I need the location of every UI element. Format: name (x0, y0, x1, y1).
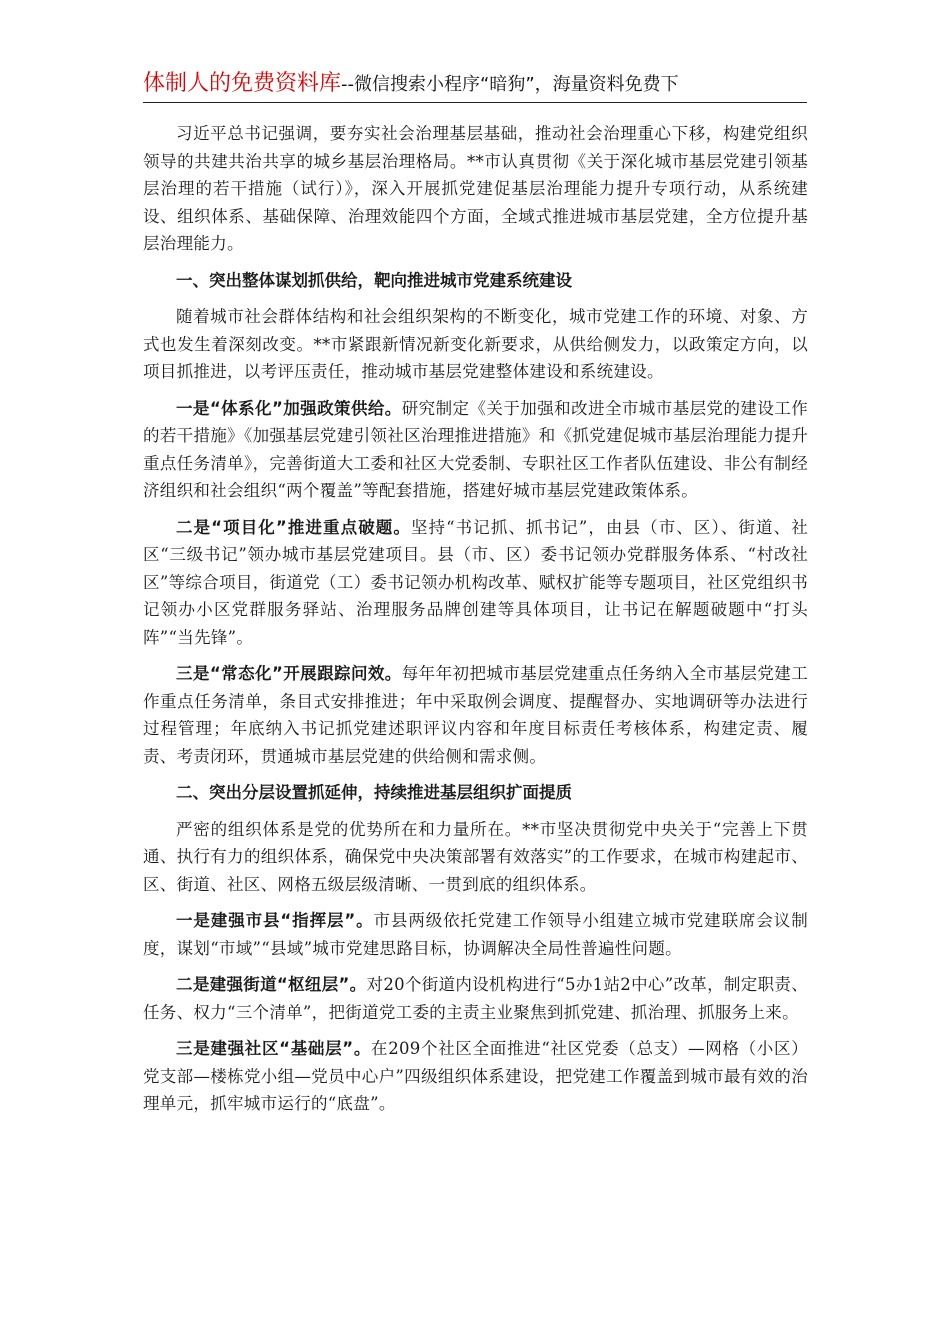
section-1-heading: 一、突出整体谋划抓供给，靶向推进城市党建系统建设 (176, 270, 572, 290)
item-lead: 一是建强市县“指挥层”。 (176, 911, 374, 930)
page-header (143, 66, 807, 103)
document-body (143, 120, 808, 1127)
item-text: 对20个街道内设机构进行“5办1站2中心”改革，制定职责、任务、权力“三个清单”，把街道党工委的主责主业聚焦到抓党建、抓治理、抓服务上来。 (143, 975, 808, 1022)
item-lead: 三是“常态化”开展跟踪问效。 (176, 664, 402, 683)
item-text: 每年年初把城市基层党建重点任务纳入全市基层党建工作重点任务清单，条目式安排推进；年中采取例会调度、提醒督办、实地调研等办法进行过程管理；年底纳入书记抓党建述职评议内容和年度目标责任考核体系，构建定责、履责、考责闭环，贯通城市基层党建的供给侧和需求侧。 (143, 664, 808, 766)
header-brand: 体制人的免费资料库 (143, 71, 342, 96)
item-lead: 二是“项目化”推进重点破题。 (176, 517, 411, 537)
section-2-item-1 (143, 907, 808, 962)
section-1-item-1 (143, 395, 808, 505)
item-lead: 一是“体系化”加强政策供给。 (176, 398, 402, 418)
item-text: 在209个社区全面推进“社区党委（总支）—网格（小区）党支部—楼栋党小组—党员中心户”四级组织体系建设，把党建工作覆盖到城市最有效的治理单元，抓牢城市运行的“底盘”。 (143, 1039, 808, 1113)
item-lead: 二是建强街道“枢纽层”。 (176, 975, 367, 994)
section-2-heading: 二、突出分层设置抓延伸，持续推进基层组织扩面提质 (176, 783, 572, 802)
section-1-item-3 (143, 660, 808, 770)
section-2-intro: 严密的组织体系是党的优势所在和力量所在。**市坚决贯彻党中央关于“完善上下贯通、执行有力的组织体系，确保党中央决策部署有效落实”的工作要求，在城市构建起市、区、街道、社区、网格五级层级清晰、一贯到底的组织体系。 (143, 819, 808, 894)
section-1-intro: 随着城市社会群体结构和社会组织架构的不断变化，城市党建工作的环境、对象、方式也发生着深刻改变。**市紧跟新情况新变化新要求，从供给侧发力，以政策定方向，以项目抓推进，以考评压责任，推动城市基层党建整体建设和系统建设。 (143, 307, 808, 381)
item-text: 市县两级依托党建工作领导小组建立城市党建联席会议制度，谋划“市域”“县域”城市党建思路目标，协调解决全局性普遍性问题。 (143, 911, 808, 958)
header-tagline: --微信搜索小程序“暗狗”，海量资料免费下 (341, 74, 679, 95)
item-lead: 三是建强社区“基础层”。 (176, 1039, 372, 1058)
item-text: 坚持“书记抓、抓书记”，由县（市、区）、街道、社区“三级书记”领办城市基层党建项目。县（市、区）委书记领办党群服务体系、“村改社区”等综合项目，街道党（工）委书记领办机构改革、赋权扩能等专题项目，社区党组织书记领办小区党群服务驿站、治理服务品牌创建等具体项目，让书记在解题破题中“打头阵”“当先锋”。 (143, 517, 808, 647)
item-text: 研究制定《关于加强和改进全市城市基层党的建设工作的若干措施》《加强基层党建引领社区治理推进措施》和《抓党建促城市基层治理能力提升重点任务清单》，完善街道大工委和社区大党委制、专职社区工作者队伍建设、非公有制经济组织和社会组织“两个覆盖”等配套措施，搭建好城市基层党建政策体系。 (143, 398, 808, 500)
section-1-item-2 (143, 514, 808, 652)
section-2-item-3 (143, 1035, 808, 1118)
intro-paragraph: 习近平总书记强调，要夯实社会治理基层基础，推动社会治理重心下移，构建党组织领导的共建共治共享的城乡基层治理格局。**市认真贯彻《关于深化城市基层党建引领基层治理的若干措施（试行）》，深入开展抓党建促基层治理能力提升专项行动，从系统建设、组织体系、基础保障、治理效能四个方面，全域式推进城市基层党建，全方位提升基层治理能力。 (143, 124, 808, 253)
section-2-item-2 (143, 971, 808, 1026)
